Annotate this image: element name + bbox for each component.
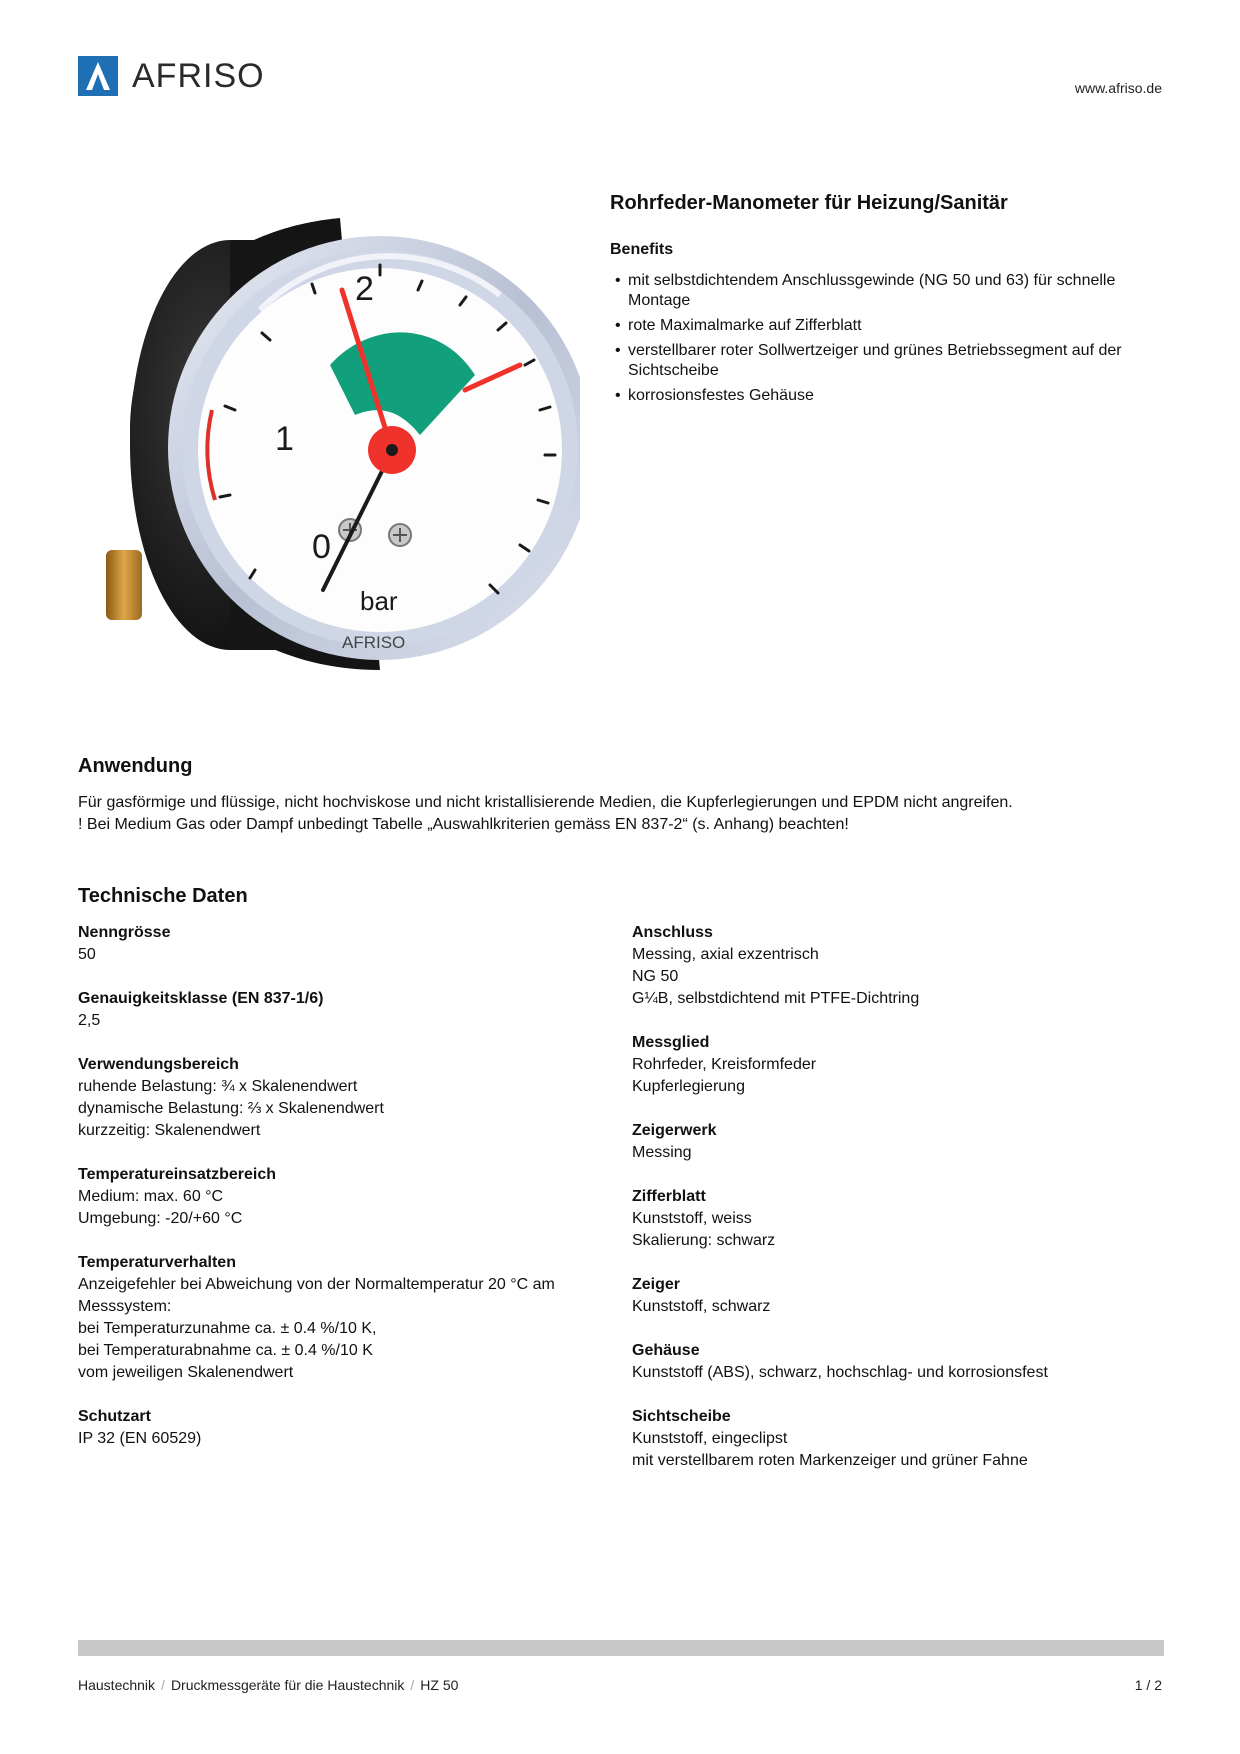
spec-value: 2,5 — [78, 1012, 101, 1029]
spec-label: Zeiger — [632, 1276, 681, 1293]
spec-label: Nenngrösse — [78, 924, 171, 941]
spec-value: Kupferlegierung — [632, 1078, 745, 1095]
technical-data-heading-wrap — [78, 885, 1164, 922]
spec-label: Gehäuse — [632, 1342, 700, 1359]
spec-value: ruhende Belastung: ¾ x Skalenendwert — [78, 1078, 358, 1095]
spec-value: G¼B, selbstdichtend mit PTFE-Dichtring — [632, 990, 920, 1007]
benefit-item: • korrosionsfestes Gehäuse — [610, 386, 1170, 406]
spec-value: dynamische Belastung: ⅔ x Skalenendwert — [78, 1100, 384, 1117]
product-title: Rohrfeder-Manometer für Heizung/Sanitär — [610, 192, 1008, 214]
gauge-label-0: 0 — [312, 528, 331, 566]
spec-value: bei Temperaturzunahme ca. ± 0.4 %/10 K, — [78, 1320, 377, 1337]
spec-value: 50 — [78, 946, 96, 963]
spec-block — [78, 1164, 598, 1230]
spec-label: Zeigerwerk — [632, 1122, 717, 1139]
spec-block — [78, 922, 598, 966]
spec-value: Skalierung: schwarz — [632, 1232, 776, 1249]
breadcrumb-item[interactable]: Haustechnik — [78, 1677, 156, 1693]
spec-label: Temperatureinsatzbereich — [78, 1166, 276, 1183]
spec-label: Schutzart — [78, 1408, 151, 1425]
spec-block — [632, 1120, 1152, 1164]
spec-value: vom jeweiligen Skalenendwert — [78, 1364, 294, 1381]
spec-block — [78, 988, 598, 1032]
product-image-gauge — [80, 200, 580, 680]
brand-name: AFRISO — [132, 56, 265, 95]
spec-label: Temperaturverhalten — [78, 1254, 236, 1271]
technical-data-left-column — [78, 922, 598, 1472]
benefit-item: • verstellbarer roter Sollwertzeiger und grünes Betriebssegment auf der Sichtscheibe — [610, 341, 1170, 381]
spec-value: kurzzeitig: Skalenendwert — [78, 1122, 261, 1139]
gauge-dial-brand: AFRISO — [342, 633, 406, 652]
gauge-unit: bar — [360, 586, 398, 616]
spec-block — [78, 1054, 598, 1142]
spec-label: Verwendungsbereich — [78, 1056, 239, 1073]
spec-label: Messglied — [632, 1034, 710, 1051]
application-section — [78, 755, 1164, 836]
afriso-logo-icon — [78, 56, 118, 96]
page-number: 1 / 2 — [1134, 1677, 1162, 1693]
spec-value: NG 50 — [632, 968, 679, 985]
spec-block — [632, 1340, 1152, 1384]
breadcrumb-item[interactable]: Druckmessgeräte für die Haustechnik — [170, 1677, 405, 1693]
spec-label: Zifferblatt — [632, 1188, 706, 1205]
spec-block — [632, 922, 1152, 1010]
product-info — [610, 192, 1170, 411]
breadcrumb: Haustechnik / Druckmessgeräte für die Haustechnik / HZ 50 — [78, 1677, 459, 1693]
footer-divider — [78, 1640, 1164, 1656]
spec-block — [632, 1406, 1152, 1472]
benefits-list — [610, 271, 1170, 406]
spec-value: Kunststoff, schwarz — [632, 1298, 771, 1315]
benefit-item: • mit selbstdichtendem Anschlussgewinde (NG 50 und 63) für schnelle Montage — [610, 271, 1170, 311]
technical-data-heading: Technische Daten — [78, 885, 248, 907]
spec-value: Kunststoff, eingeclipst — [632, 1430, 788, 1447]
application-text-line: Für gasförmige und flüssige, nicht hochviskose und nicht kristallisierende Medien, die Kupferlegierungen und EPDM nicht angreifen. — [78, 794, 1013, 811]
spec-block — [78, 1406, 598, 1450]
application-warning-line: ! Bei Medium Gas oder Dampf unbedingt Tabelle „Auswahlkriterien gemäss EN 837-2“ (s. Anhang) beachten! — [78, 816, 849, 833]
spec-value: Kunststoff (ABS), schwarz, hochschlag- und korrosionsfest — [632, 1364, 1048, 1381]
spec-value: mit verstellbarem roten Markenzeiger und grüner Fahne — [632, 1452, 1028, 1469]
spec-block — [632, 1274, 1152, 1318]
spec-value: Anzeigefehler bei Abweichung von der Normaltemperatur 20 °C am — [78, 1276, 555, 1293]
benefits-heading: Benefits — [610, 241, 674, 258]
spec-value: Kunststoff, weiss — [632, 1210, 752, 1227]
application-heading: Anwendung — [78, 755, 193, 777]
gauge-label-1: 1 — [275, 420, 294, 458]
spec-value: Medium: max. 60 °C — [78, 1188, 224, 1205]
spec-block — [632, 1032, 1152, 1098]
spec-value: Messing — [632, 1144, 692, 1161]
spec-label: Sichtscheibe — [632, 1408, 731, 1425]
spec-label: Genauigkeitsklasse (EN 837-1/6) — [78, 990, 324, 1007]
technical-data-right-column — [632, 922, 1152, 1494]
company-logo — [78, 56, 265, 96]
spec-value: Rohrfeder, Kreisformfeder — [632, 1056, 817, 1073]
spec-block — [78, 1252, 598, 1384]
spec-value: Messsystem: — [78, 1298, 172, 1315]
benefit-item: • rote Maximalmarke auf Zifferblatt — [610, 316, 1170, 336]
breadcrumb-item[interactable]: HZ 50 — [420, 1677, 459, 1693]
spec-value: IP 32 (EN 60529) — [78, 1430, 202, 1447]
gauge-label-2: 2 — [355, 270, 374, 308]
spec-value: Umgebung: -20/+60 °C — [78, 1210, 243, 1227]
spec-value: Messing, axial exzentrisch — [632, 946, 819, 963]
spec-label: Anschluss — [632, 924, 713, 941]
website-link[interactable]: www.afriso.de — [1074, 80, 1162, 96]
spec-value: bei Temperaturabnahme ca. ± 0.4 %/10 K — [78, 1342, 373, 1359]
spec-block — [632, 1186, 1152, 1252]
